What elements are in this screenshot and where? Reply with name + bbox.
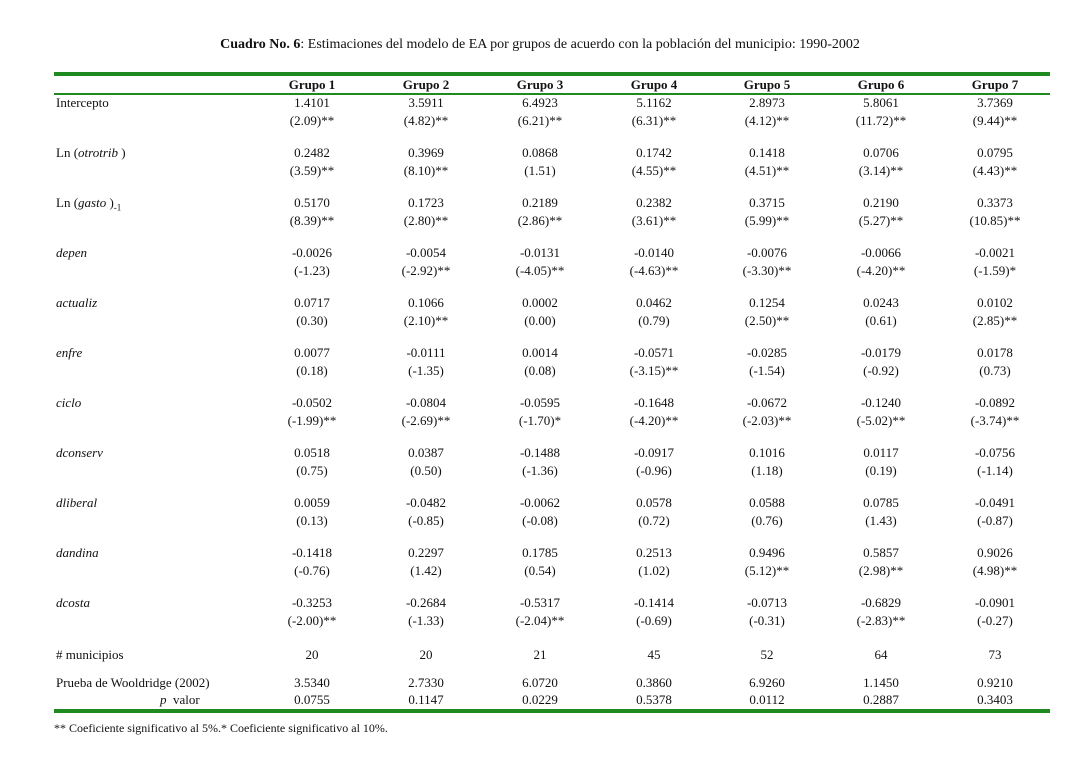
t-statistic-cell: (0.50) — [410, 463, 442, 478]
t-statistic-cell: (1.51) — [524, 163, 556, 178]
coefficient-cell: 0.1016 — [749, 445, 785, 460]
coefficient-cell: -0.0713 — [746, 595, 788, 610]
t-statistic-cell: (-4.05)** — [515, 263, 565, 278]
t-statistic-cell: (-1.54) — [749, 363, 785, 378]
row-label: Intercepto — [56, 95, 109, 110]
t-statistic-cell: (1.43) — [865, 513, 897, 528]
row-label: Ln (gasto )$_{-1}$ — [56, 195, 122, 213]
table-number: Cuadro No. 6 — [220, 37, 301, 52]
coefficient-cell: -0.0062 — [519, 495, 561, 510]
wooldridge-cell: 6.0720 — [522, 675, 558, 690]
coefficient-cell: 0.0102 — [977, 295, 1013, 310]
table-caption: : Estimaciones del modelo de EA por grupos de acuerdo con la población del municipio: 1990-2002 — [300, 37, 860, 52]
bottom-rule — [54, 709, 1050, 713]
t-statistic-cell: (4.55)** — [631, 163, 677, 178]
wooldridge-cell: 0.3860 — [636, 675, 672, 690]
coefficient-cell: 0.5170 — [294, 195, 330, 210]
t-statistic-cell: (-1.99)** — [287, 413, 337, 428]
coefficient-cell: 0.3373 — [977, 195, 1013, 210]
t-statistic-cell: (-1.70)* — [518, 413, 562, 428]
coefficient-cell: -0.5317 — [519, 595, 561, 610]
t-statistic-cell: (-2.69)** — [401, 413, 451, 428]
t-statistic-cell: (0.30) — [296, 313, 328, 328]
t-statistic-cell: (0.75) — [296, 463, 328, 478]
coefficient-cell: 0.0717 — [294, 295, 330, 310]
coefficient-cell: 0.2513 — [636, 545, 672, 560]
coefficient-cell: -0.0502 — [291, 395, 333, 410]
t-statistic-cell: (0.19) — [865, 463, 897, 478]
t-statistic-cell: (2.80)** — [403, 213, 449, 228]
coefficient-cell: 5.1162 — [636, 95, 672, 110]
coefficient-cell: 0.2190 — [863, 195, 899, 210]
t-statistic-cell: (-1.35) — [408, 363, 444, 378]
coefficient-cell: 0.3969 — [408, 145, 444, 160]
coefficient-cell: -0.0054 — [405, 245, 447, 260]
t-statistic-cell: (10.85)** — [969, 213, 1021, 228]
coefficient-cell: 3.7369 — [977, 95, 1013, 110]
t-statistic-cell: (-1.33) — [408, 613, 444, 628]
t-statistic-cell: (-1.59)* — [973, 263, 1017, 278]
t-statistic-cell: (2.85)** — [972, 313, 1018, 328]
t-statistic-cell: (2.09)** — [289, 113, 335, 128]
row-label: dliberal — [56, 495, 98, 510]
coefficient-cell: 0.1418 — [749, 145, 785, 160]
coefficient-cell: -0.0491 — [974, 495, 1016, 510]
t-statistic-cell: (5.99)** — [744, 213, 790, 228]
t-statistic-cell: (2.98)** — [858, 563, 904, 578]
municipios-cell: 20 — [419, 647, 433, 662]
coefficient-cell: 0.0387 — [408, 445, 444, 460]
t-statistic-cell: (-3.15)** — [629, 363, 679, 378]
wooldridge-cell: 3.5340 — [294, 675, 330, 690]
t-statistic-cell: (1.02) — [638, 563, 670, 578]
significance-note: ** Coeficiente significativo al 5%.* Coeficiente significativo al 10%. — [54, 721, 388, 735]
t-statistic-cell: (0.08) — [524, 363, 556, 378]
coefficient-cell: -0.1414 — [633, 595, 675, 610]
t-statistic-cell: (4.51)** — [744, 163, 790, 178]
coefficient-cell: 0.1742 — [636, 145, 672, 160]
t-statistic-cell: (4.98)** — [972, 563, 1018, 578]
t-statistic-cell: (0.18) — [296, 363, 328, 378]
t-statistic-cell: (5.12)** — [744, 563, 790, 578]
coefficient-cell: 0.9026 — [977, 545, 1013, 560]
coefficient-cell: -0.0026 — [291, 245, 333, 260]
t-statistic-cell: (3.14)** — [858, 163, 904, 178]
t-statistic-cell: (11.72)** — [855, 113, 907, 128]
t-statistic-cell: (0.54) — [524, 563, 556, 578]
municipios-cell: 64 — [874, 647, 888, 662]
coefficient-cell: 0.0059 — [294, 495, 330, 510]
p-value-cell: 0.0755 — [294, 692, 330, 707]
t-statistic-cell: (0.00) — [524, 313, 556, 328]
coefficient-cell: 0.0588 — [749, 495, 785, 510]
coefficient-cell: -0.0076 — [746, 245, 788, 260]
t-statistic-cell: (2.86)** — [517, 213, 563, 228]
t-statistic-cell: (0.76) — [751, 513, 783, 528]
coefficient-cell: -0.0672 — [746, 395, 788, 410]
coefficient-cell: 1.4101 — [294, 95, 330, 110]
t-statistic-cell: (-4.20)** — [856, 263, 906, 278]
wooldridge-cell: 2.7330 — [408, 675, 444, 690]
coefficient-cell: 0.2382 — [636, 195, 672, 210]
coefficient-cell: 0.2189 — [522, 195, 558, 210]
coefficient-cell: 0.0077 — [294, 345, 330, 360]
coefficient-cell: 0.0014 — [522, 345, 558, 360]
coefficient-cell: 0.0578 — [636, 495, 672, 510]
coefficient-cell: 2.8973 — [749, 95, 785, 110]
t-statistic-cell: (6.21)** — [517, 113, 563, 128]
column-header: Grupo 4 — [630, 77, 678, 92]
t-statistic-cell: (-5.02)** — [856, 413, 906, 428]
t-statistic-cell: (-0.08) — [522, 513, 558, 528]
t-statistic-cell: (-0.87) — [977, 513, 1013, 528]
t-statistic-cell: (6.31)** — [631, 113, 677, 128]
p-value-cell: 0.2887 — [863, 692, 899, 707]
column-header: Grupo 7 — [971, 77, 1019, 92]
coefficient-cell: -0.0595 — [519, 395, 561, 410]
coefficient-cell: -0.0066 — [860, 245, 902, 260]
coefficient-cell: -0.1418 — [291, 545, 333, 560]
coefficient-cell: -0.0131 — [519, 245, 561, 260]
t-statistic-cell: (-2.03)** — [742, 413, 792, 428]
coefficient-cell: -0.0482 — [405, 495, 447, 510]
coefficient-cell: 3.5911 — [408, 95, 444, 110]
coefficient-cell: -0.6829 — [860, 595, 902, 610]
municipios-cell: 45 — [647, 647, 661, 662]
table-title — [0, 37, 1080, 53]
t-statistic-cell: (0.72) — [638, 513, 670, 528]
coefficient-cell: 0.1254 — [749, 295, 785, 310]
t-statistic-cell: (-2.00)** — [287, 613, 337, 628]
t-statistic-cell: (3.61)** — [631, 213, 677, 228]
t-statistic-cell: (-2.92)** — [401, 263, 451, 278]
t-statistic-cell: (0.73) — [979, 363, 1011, 378]
coefficient-cell: 0.0178 — [977, 345, 1013, 360]
coefficient-cell: 0.0868 — [522, 145, 558, 160]
coefficient-cell: -0.1488 — [519, 445, 561, 460]
row-label: depen — [56, 245, 88, 260]
p-value-label: p valor — [160, 692, 200, 707]
coefficient-cell: 0.0243 — [863, 295, 899, 310]
t-statistic-cell: (0.13) — [296, 513, 328, 528]
coefficient-cell: -0.0111 — [406, 345, 446, 360]
coefficient-cell: 0.0462 — [636, 295, 672, 310]
coefficient-cell: -0.0892 — [974, 395, 1016, 410]
coefficient-cell: -0.3253 — [291, 595, 333, 610]
coefficient-cell: 0.0518 — [294, 445, 330, 460]
t-statistic-cell: (8.10)** — [403, 163, 449, 178]
coefficient-cell: 0.0117 — [863, 445, 899, 460]
coefficient-cell: -0.0804 — [405, 395, 447, 410]
coefficient-cell: -0.1648 — [633, 395, 675, 410]
t-statistic-cell: (-1.14) — [977, 463, 1013, 478]
coefficient-cell: 0.1785 — [522, 545, 558, 560]
t-statistic-cell: (4.82)** — [403, 113, 449, 128]
coefficient-cell: 0.0785 — [863, 495, 899, 510]
t-statistic-cell: (-3.30)** — [742, 263, 792, 278]
t-statistic-cell: (4.43)** — [972, 163, 1018, 178]
t-statistic-cell: (-0.92) — [863, 363, 899, 378]
row-label: enfre — [56, 345, 83, 360]
t-statistic-cell: (-0.69) — [636, 613, 672, 628]
coefficient-cell: -0.0917 — [633, 445, 675, 460]
coefficient-cell: -0.0756 — [974, 445, 1016, 460]
coefficient-cell: -0.0179 — [860, 345, 902, 360]
p-value-cell: 0.1147 — [408, 692, 444, 707]
p-value-cell: 0.5378 — [636, 692, 672, 707]
t-statistic-cell: (-1.36) — [522, 463, 558, 478]
t-statistic-cell: (-2.04)** — [515, 613, 565, 628]
wooldridge-label: Prueba de Wooldridge (2002) — [56, 675, 210, 690]
coefficient-cell: 5.8061 — [863, 95, 899, 110]
t-statistic-cell: (2.50)** — [744, 313, 790, 328]
row-label: Ln (otrotrib ) — [56, 145, 126, 160]
coefficient-cell: 0.2482 — [294, 145, 330, 160]
wooldridge-cell: 0.9210 — [977, 675, 1013, 690]
coefficient-cell: 0.1066 — [408, 295, 444, 310]
t-statistic-cell: (-2.83)** — [856, 613, 906, 628]
coefficient-cell: -0.0901 — [974, 595, 1016, 610]
coefficient-cell: -0.0285 — [746, 345, 788, 360]
t-statistic-cell: (-3.74)** — [970, 413, 1020, 428]
column-header: Grupo 6 — [857, 77, 905, 92]
t-statistic-cell: (8.39)** — [289, 213, 335, 228]
row-label: actualiz — [56, 295, 98, 310]
column-header: Grupo 5 — [743, 77, 791, 92]
coefficient-cell: -0.0571 — [633, 345, 675, 360]
wooldridge-cell: 1.1450 — [863, 675, 899, 690]
t-statistic-cell: (-1.23) — [294, 263, 330, 278]
coefficient-cell: 0.5857 — [863, 545, 899, 560]
municipios-cell: 20 — [305, 647, 319, 662]
municipios-cell: 73 — [988, 647, 1002, 662]
coefficient-cell: 0.1723 — [408, 195, 444, 210]
coefficient-cell: 0.2297 — [408, 545, 444, 560]
coefficient-cell: 6.4923 — [522, 95, 558, 110]
t-statistic-cell: (-4.63)** — [629, 263, 679, 278]
municipios-cell: 52 — [760, 647, 774, 662]
t-statistic-cell: (1.18) — [751, 463, 783, 478]
t-statistic-cell: (-0.96) — [636, 463, 672, 478]
municipios-label: # municipios — [56, 647, 124, 662]
coefficient-cell: -0.0021 — [974, 245, 1016, 260]
t-statistic-cell: (-4.20)** — [629, 413, 679, 428]
row-label: ciclo — [56, 395, 82, 410]
column-header: Grupo 1 — [288, 77, 336, 92]
column-header: Grupo 3 — [516, 77, 564, 92]
t-statistic-cell: (5.27)** — [858, 213, 904, 228]
p-value-cell: 0.0112 — [749, 692, 785, 707]
t-statistic-cell: (0.79) — [638, 313, 670, 328]
p-value-cell: 0.3403 — [977, 692, 1013, 707]
t-statistic-cell: (-0.27) — [977, 613, 1013, 628]
t-statistic-cell: (4.12)** — [744, 113, 790, 128]
t-statistic-cell: (-0.85) — [408, 513, 444, 528]
coefficient-cell: 0.0795 — [977, 145, 1013, 160]
row-label: dconserv — [56, 445, 103, 460]
t-statistic-cell: (2.10)** — [403, 313, 449, 328]
row-label: dcosta — [56, 595, 90, 610]
coefficient-cell: 0.0706 — [863, 145, 899, 160]
wooldridge-cell: 6.9260 — [749, 675, 785, 690]
coefficient-cell: 0.0002 — [522, 295, 558, 310]
row-label: dandina — [56, 545, 99, 560]
t-statistic-cell: (1.42) — [410, 563, 442, 578]
t-statistic-cell: (-0.31) — [749, 613, 785, 628]
municipios-cell: 21 — [533, 647, 547, 662]
t-statistic-cell: (9.44)** — [972, 113, 1018, 128]
p-value-cell: 0.0229 — [522, 692, 558, 707]
t-statistic-cell: (0.61) — [865, 313, 897, 328]
coefficient-cell: 0.9496 — [749, 545, 785, 560]
coefficient-cell: 0.3715 — [749, 195, 785, 210]
coefficient-cell: -0.1240 — [860, 395, 902, 410]
column-header: Grupo 2 — [402, 77, 450, 92]
t-statistic-cell: (3.59)** — [289, 163, 335, 178]
coefficient-cell: -0.2684 — [405, 595, 447, 610]
coefficient-cell: -0.0140 — [633, 245, 675, 260]
t-statistic-cell: (-0.76) — [294, 563, 330, 578]
